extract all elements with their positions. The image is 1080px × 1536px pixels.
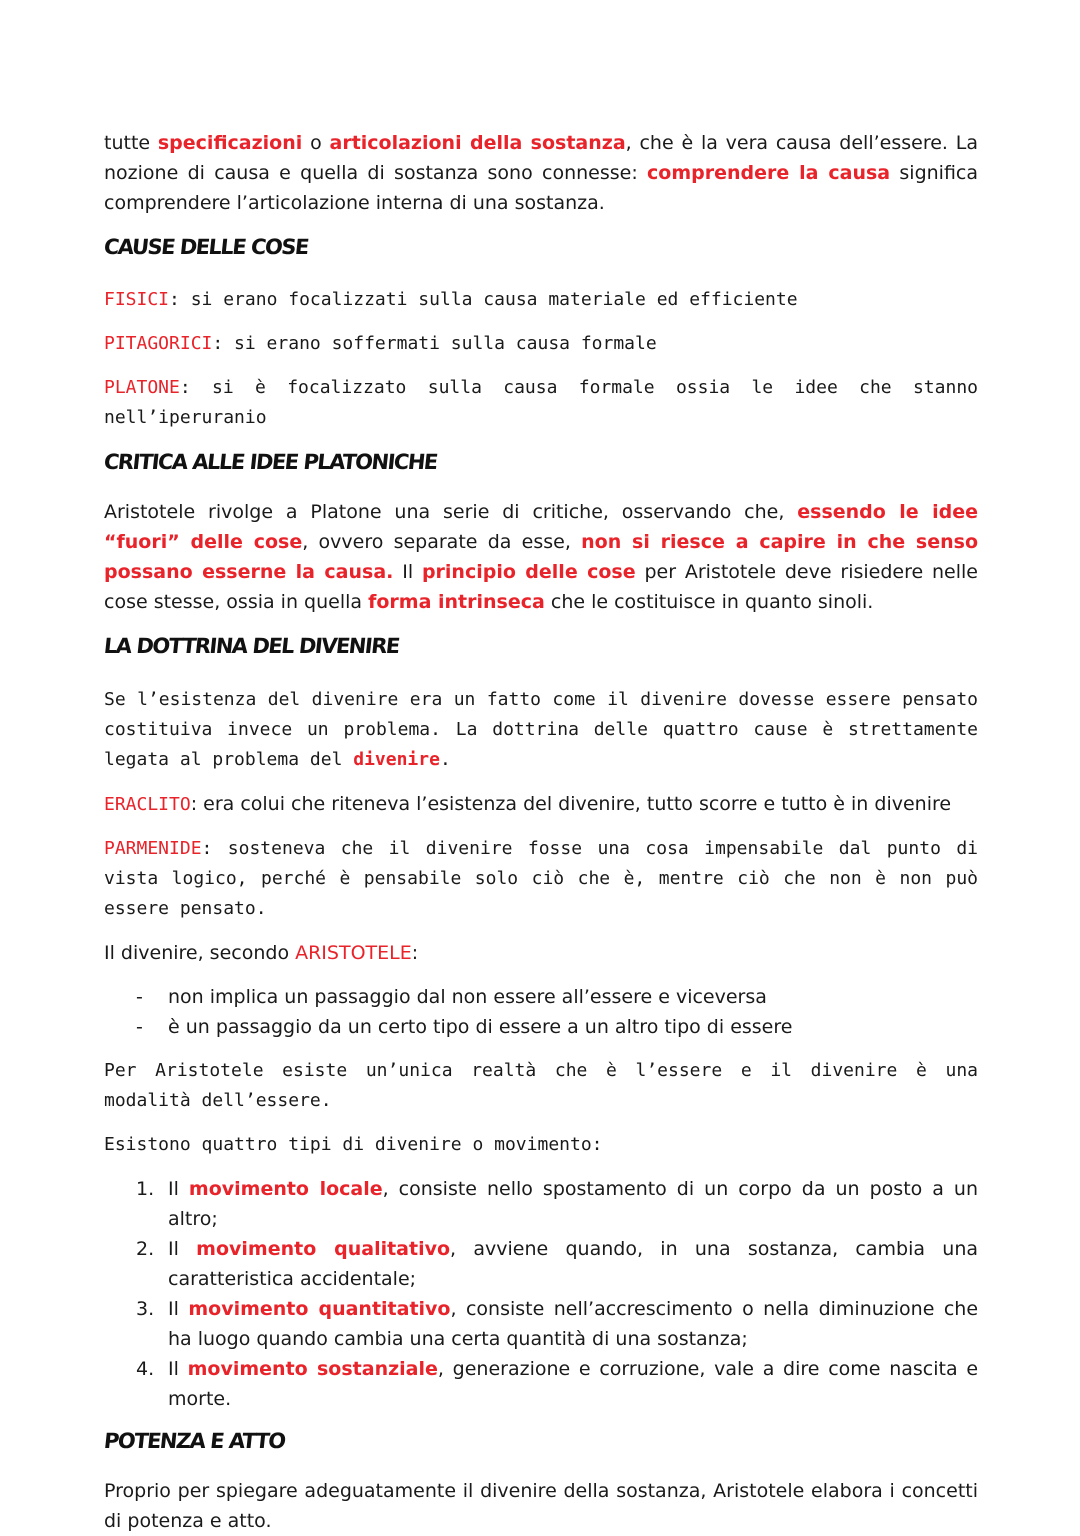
movimenti-list [104, 1174, 978, 1414]
intro-paragraph: tutte specificazioni o articolazioni della sostanza, che è la vera causa dell’essere. La nozione di causa e quella di sostanza sono connesse: comprendere la causa significa comprendere l’articolazione interna di una sostanza. [104, 132, 979, 214]
platone-line: PLATONE: si è focalizzato sulla causa formale ossia le idee che stanno nell’iperuranio [104, 377, 978, 428]
fisici-line: FISICI: si erano focalizzati sulla causa materiale ed efficiente [104, 289, 798, 310]
highlight: movimento locale [188, 1178, 383, 1200]
highlight: articolazioni della sostanza [329, 132, 626, 154]
highlight: principio delle cose [421, 561, 636, 583]
aristotele-intro: Il divenire, secondo ARISTOTELE: [104, 942, 419, 964]
critica-paragraph: Aristotele rivolge a Platone una serie di critiche, osservando che, essendo le idee “fuori” delle cose, ovvero separate da esse, non si riesce a capire in che senso possano esserne la causa. Il principio delle cose per Aristotele deve risiedere nelle cose stesse, ossia in quella forma intrinseca che le costituisce in quanto sinoli. [104, 501, 979, 613]
tipi-intro: Esistono quattro tipi di divenire o movimento: [104, 1134, 603, 1155]
highlight: essendo le idee “fuori” delle cose [104, 501, 978, 553]
list-item: - è un passaggio da un certo tipo di essere a un altro tipo di essere [136, 1012, 978, 1042]
parmenide-paragraph: PARMENIDE: sosteneva che il divenire fosse una cosa impensabile dal punto di vista logico, perché è pensabile solo ciò che è, mentre ciò che non è non può essere pensato. [104, 838, 978, 919]
list-item: 1. Il movimento locale, consiste nello spostamento di un corpo da un posto a un altro; [136, 1178, 978, 1230]
highlight: divenire [353, 749, 440, 770]
highlight: non si riesce a capire in che senso possano esserne la causa. [104, 531, 979, 583]
heading-potenza-atto: POTENZA E ATTO [102, 1429, 286, 1453]
highlight: forma intrinseca [368, 591, 545, 613]
list-item: 2. Il movimento qualitativo, avviene quando, in una sostanza, cambia una caratteristica accidentale; [136, 1238, 979, 1290]
highlight: specificazioni [157, 132, 303, 154]
list-item: 3. Il movimento quantitativo, consiste nell’accrescimento o nella diminuzione che ha luogo quando cambia una certa quantità di una sostanza; [136, 1298, 979, 1350]
potenza-paragraph: Proprio per spiegare adeguatamente il divenire della sostanza, Aristotele elabora i concetti di potenza e atto. [104, 1480, 978, 1532]
pitagorici-line: PITAGORICI: si erano soffermati sulla causa formale [104, 333, 657, 354]
divenire-bullet-list [104, 982, 978, 1042]
divenire-paragraph: Se l’esistenza del divenire era un fatto come il divenire dovesse essere pensato costituiva invece un problema. La dottrina delle quattro cause è strettamente legata al problema del divenire. [104, 689, 978, 770]
heading-critica: CRITICA ALLE IDEE PLATONICHE [102, 450, 438, 474]
highlight: movimento sostanziale [187, 1358, 438, 1380]
list-item: - non implica un passaggio dal non essere all’essere e viceversa [136, 982, 978, 1012]
heading-divenire: LA DOTTRINA DEL DIVENIRE [102, 634, 400, 658]
highlight: movimento qualitativo [196, 1238, 451, 1260]
heading-cause-delle-cose: CAUSE DELLE COSE [102, 235, 310, 259]
eraclito-line: ERACLITO: era colui che riteneva l’esistenza del divenire, tutto scorre e tutto è in divenire [104, 793, 952, 815]
list-item: 4. Il movimento sostanziale, generazione e corruzione, vale a dire come nascita e morte. [136, 1358, 979, 1410]
document-body [104, 128, 978, 1536]
highlight: comprendere la causa [647, 162, 891, 184]
realta-line: Per Aristotele esiste un’unica realtà che è l’essere e il divenire è una modalità dell’essere. [104, 1060, 978, 1111]
highlight: movimento quantitativo [188, 1298, 451, 1320]
